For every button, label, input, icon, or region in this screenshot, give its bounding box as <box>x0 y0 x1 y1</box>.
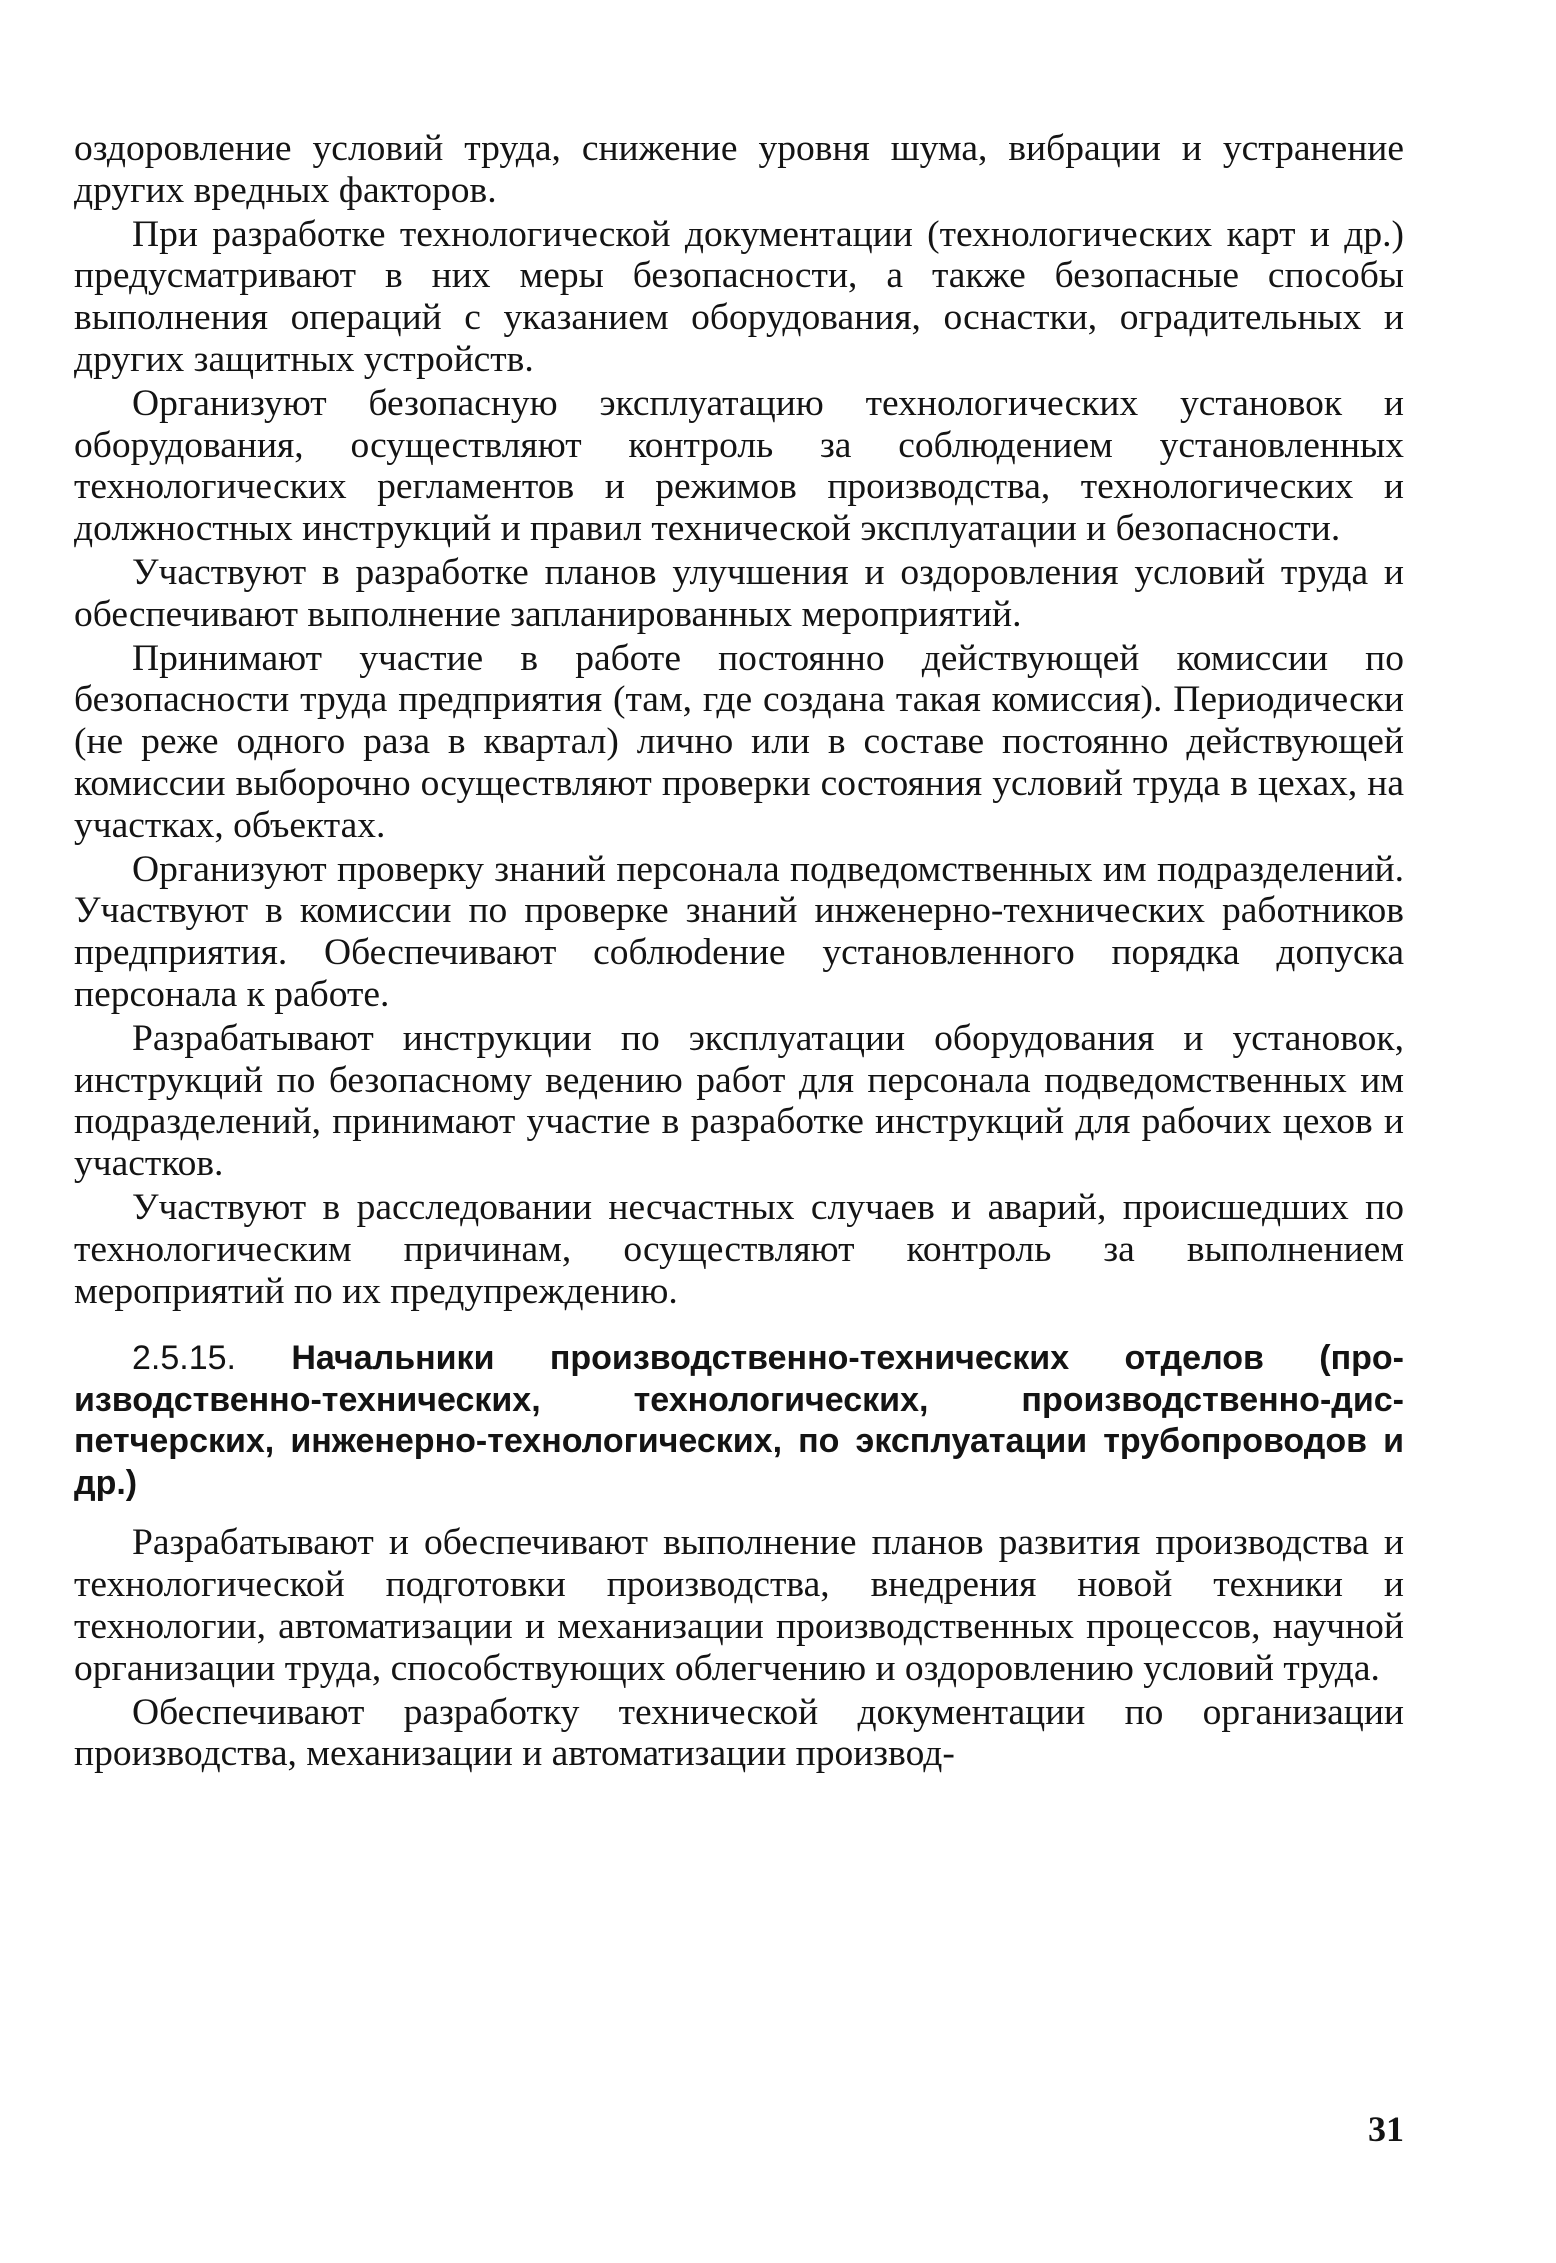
paragraph-1: оздоровление условий труда, снижение уровня шума, вибрации и устранение других вредных факторов. <box>74 128 1404 211</box>
paragraph-8: Участвуют в расследовании несчастных случаев и аварий, происшедших по технологическим причинам, осуществляют контроль за выполнением мероприятий по их предупреждению. <box>74 1186 1404 1312</box>
page-number: 31 <box>1368 2109 1404 2149</box>
paragraph-5: Принимают участие в работе постоянно действующей комиссии по безопасности труда предприятия (там, где создана такая комиссия). Периодически (не реже одного раза в квартал) лично или в составе постоянно действующей комиссии выборочно осуществляют проверки состояния условий труда в цехах, на участках, объектах. <box>74 637 1404 846</box>
paragraph-9: Разрабатывают и обеспечивают выполнение планов развития производства и технологической подготовки производства, внедрения новой техники и технологии, автоматизации и механизации производственных процессов, научной организации труда, способствующих облегчению и оздоровлению условий труда. <box>74 1522 1404 1689</box>
section-title: Начальники производственно-технических отделов (производственно-технических, технологических, производственно-диспетчерских, инженерно-технологических, по эксплуатации трубопроводов и др.) <box>74 1339 1404 1502</box>
paragraph-2: При разработке технологической документации (технологических карт и др.) предусматривают в них меры безопасности, а также безопасные способы выполнения операций с указанием оборудования, оснастки, оградительных и других защитных устройств. <box>74 213 1404 380</box>
page-body <box>74 128 1404 1777</box>
section-heading <box>74 1338 1404 1504</box>
paragraph-7: Разрабатывают инструкции по эксплуатации оборудования и установок, инструкций по безопасному ведению работ для персонала подведомственных им подразделений, принимают участие в разработке инструкций для рабочих цехов и участков. <box>74 1017 1404 1185</box>
section-number: 2.5.15. <box>132 1339 236 1378</box>
paragraph-3: Организуют безопасную эксплуатацию технологических установок и оборудования, осуществляют контроль за соблюдением установленных технологических регламентов и режимов производства, технологических и должностных инструкций и правил технической эксплуатации и безопасности. <box>74 382 1404 550</box>
paragraph-10: Обеспечивают разработку технической документации по организации производства, механизации и автоматизации производ- <box>74 1691 1404 1775</box>
paragraph-4: Участвуют в разработке планов улучшения и оздоровления условий труда и обеспечивают выполнение запланированных мероприятий. <box>74 551 1404 635</box>
paragraph-6: Организуют проверку знаний персонала подведомственных им подразделений. Участвуют в комиссии по проверке знаний инженерно-технических работников предприятия. Обеспечивают соблюdение установленного порядка допуска персонала к работе. <box>74 848 1404 1015</box>
